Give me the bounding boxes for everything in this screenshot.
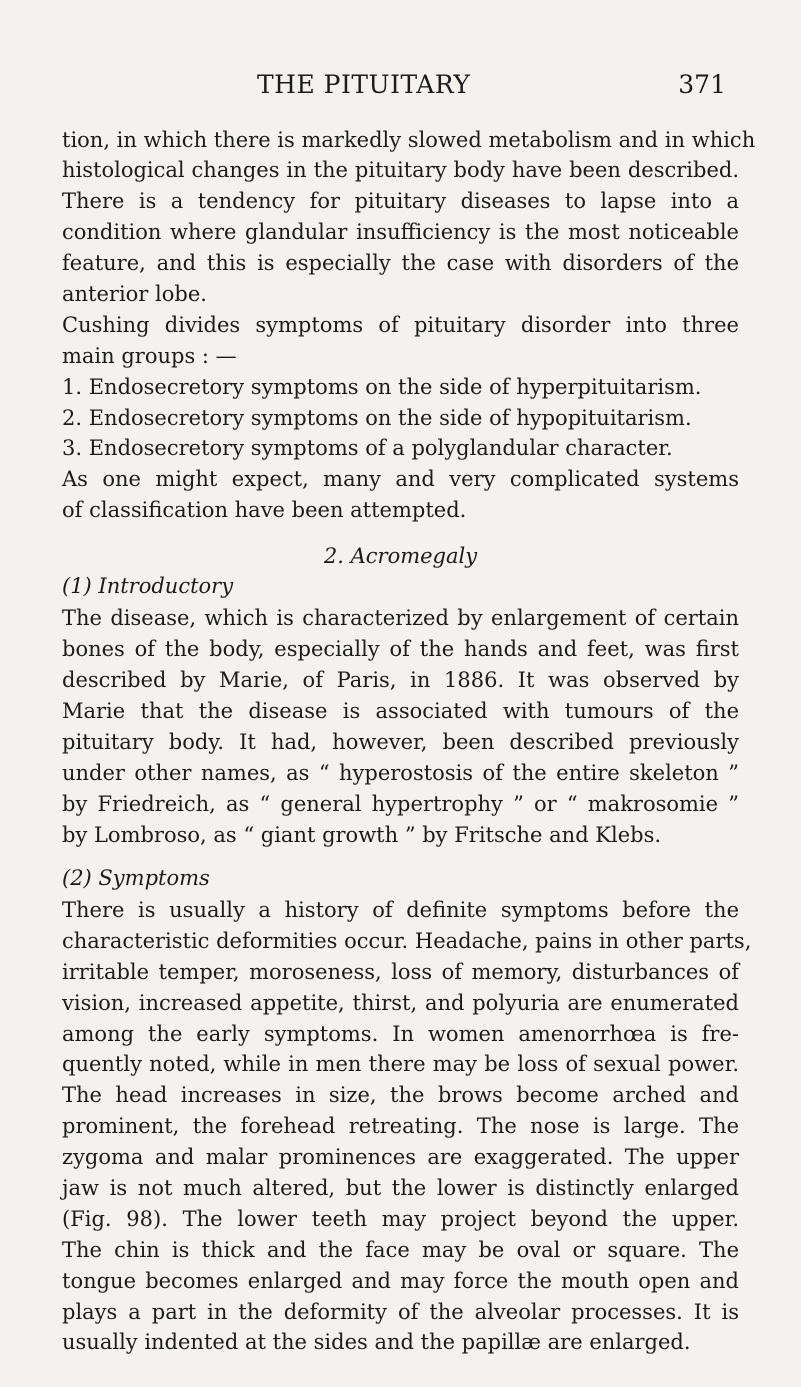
text-line: anterior lobe. — [62, 282, 207, 306]
text-line: As one might expect, many and very complicated systems — [62, 467, 739, 491]
text-line: pituitary body. It had, however, been described previously — [62, 730, 739, 754]
text-line: zygoma and malar prominences are exaggerated. The upper — [62, 1145, 739, 1169]
text-line: plays a part in the deformity of the alveolar processes. It is — [62, 1300, 739, 1324]
section-heading: 2. Acromegaly — [323, 544, 478, 568]
text-line: quently noted, while in men there may be loss of sexual power. — [62, 1052, 739, 1076]
text-line: under other names, as “ hyperostosis of the entire skeleton ” — [62, 761, 739, 785]
text-line: bones of the body, especially of the hands and feet, was first — [62, 637, 739, 661]
text-line: among the early symptoms. In women amenorrhœa is fre- — [62, 1022, 739, 1046]
running-head: THE PITUITARY — [257, 70, 471, 99]
list-item: 1. Endosecretory symptoms on the side of hyperpituitarism. — [62, 375, 702, 399]
text-line: of classification have been attempted. — [62, 498, 467, 522]
text-line: tion, in which there is markedly slowed metabolism and in which — [62, 128, 756, 152]
text-line: usually indented at the sides and the papillæ are enlarged. — [62, 1330, 691, 1354]
text-line: There is a tendency for pituitary diseases to lapse into a — [62, 189, 739, 213]
text-line: Cushing divides symptoms of pituitary disorder into three — [62, 313, 739, 337]
subsection-heading: (1) Introductory — [62, 574, 234, 598]
text-line: The disease, which is characterized by enlargement of certain — [62, 606, 739, 630]
text-line: tongue becomes enlarged and may force the mouth open and — [62, 1269, 739, 1293]
text-line: feature, and this is especially the case with disorders of the — [62, 251, 739, 275]
text-line: irritable temper, moroseness, loss of memory, disturbances of — [62, 960, 739, 984]
list-item: 2. Endosecretory symptoms on the side of hypopituitarism. — [62, 406, 692, 430]
text-line: histological changes in the pituitary body have been described. — [62, 158, 739, 182]
page-number: 371 — [678, 70, 726, 99]
text-line: (Fig. 98). The lower teeth may project beyond the upper. — [62, 1207, 739, 1231]
text-line: vision, increased appetite, thirst, and polyuria are enumerated — [62, 991, 739, 1015]
text-line: Marie that the disease is associated with tumours of the — [62, 699, 739, 723]
list-item: 3. Endosecretory symptoms of a polyglandular character. — [62, 436, 673, 460]
text-line: by Lombroso, as “ giant growth ” by Fritsche and Klebs. — [62, 823, 662, 847]
text-line: prominent, the forehead retreating. The nose is large. The — [62, 1114, 739, 1138]
subsection-heading: (2) Symptoms — [62, 866, 210, 890]
text-line: condition where glandular insufficiency is the most noticeable — [62, 220, 739, 244]
text-line: main groups : — — [62, 344, 237, 368]
page-header — [0, 70, 801, 104]
text-line: jaw is not much altered, but the lower is distinctly enlarged — [62, 1176, 739, 1200]
text-line: characteristic deformities occur. Headache, pains in other parts, — [62, 929, 752, 953]
text-line: The chin is thick and the face may be oval or square. The — [62, 1238, 739, 1262]
text-line: by Friedreich, as “ general hypertrophy ” or “ makrosomie ” — [62, 792, 739, 816]
text-line: The head increases in size, the brows become arched and — [62, 1083, 739, 1107]
text-line: described by Marie, of Paris, in 1886. It was observed by — [62, 668, 739, 692]
text-line: There is usually a history of definite symptoms before the — [62, 898, 739, 922]
